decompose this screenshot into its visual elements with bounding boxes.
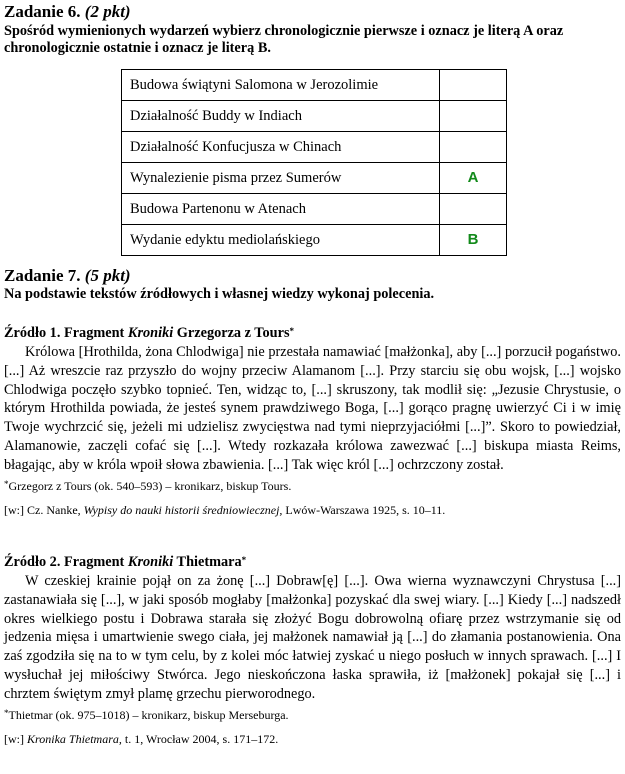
source-2-paragraph: W czeskiej krainie pojął on za żonę [...] Dobraw[ę] [...]. Owa wierna wyznawczyni Chrystusa [...] zastanawiała się [...], w jaki sposób mogłaby [małżonka] pozyskać dla swej wiary. [...] Kiedy [...] nadszedł okres wielkiego postu i Dobrawa starała się złożyć Bogu dobrowolną ofiarę przez wstrzymanie się od jedzenia mięsa i umartwienie swego ciała, jej małżonek namawiał ją [...] do złamania postanowienia. Ona zaś zgodziła się na to w tym celu, by z kolei móc łatwiej zyskać u niego posłuch w innych sprawach. [...] I wysłuchał jej miłościwy Stwórca. Jego nieskończona łaska sprawiła, iż [małżonek] pokajał się [...] i chrztem świętym zmył plamę grzechu pierworodnego. xyxy=(4,573,621,702)
source-2-footnote-marker: * xyxy=(4,707,9,718)
answer-mark-cell[interactable] xyxy=(440,132,507,163)
task-6-number: Zadanie 6. xyxy=(4,2,81,21)
event-cell: Budowa świątyni Salomona w Jerozolimie xyxy=(122,70,440,101)
task-6-points: (2 pkt) xyxy=(84,2,131,21)
source-1-author: Grzegorza z Tours xyxy=(176,325,290,341)
events-table-row xyxy=(122,225,507,256)
source-2-bib-title: Kronika Thietmara, xyxy=(27,731,122,746)
source-2-bib-suffix: t. 1, Wrocław 2004, s. 171–172. xyxy=(124,731,279,746)
event-cell: Działalność Konfucjusza w Chinach xyxy=(122,132,440,163)
task-6-title xyxy=(4,2,621,22)
events-table-row xyxy=(122,101,507,132)
answer-mark-cell[interactable]: B xyxy=(440,225,507,256)
event-cell: Wydanie edyktu mediolańskiego xyxy=(122,225,440,256)
source-2-marker: * xyxy=(241,555,247,565)
source-2-bib-prefix: [w:] xyxy=(4,731,24,746)
task-6 xyxy=(4,2,621,57)
source-1-bib-suffix: Lwów-Warszawa 1925, s. 10–11. xyxy=(285,502,446,517)
events-table-row xyxy=(122,163,507,194)
source-2-bibliography xyxy=(4,732,621,747)
source-1-footnote xyxy=(4,479,621,494)
source-1 xyxy=(4,324,621,518)
task-7 xyxy=(4,266,621,303)
source-1-bib-title: Wypisy do nauki historii średniowiecznej, xyxy=(83,502,283,517)
event-cell: Działalność Buddy w Indiach xyxy=(122,101,440,132)
source-1-heading xyxy=(4,324,621,342)
task-7-title xyxy=(4,266,621,286)
events-table-row xyxy=(122,70,507,101)
answer-mark-cell[interactable] xyxy=(440,70,507,101)
source-1-text xyxy=(4,343,621,475)
answer-mark-cell[interactable]: A xyxy=(440,163,507,194)
source-2-footnote-text: Thietmar (ok. 975–1018) – kronikarz, biskup Merseburga. xyxy=(8,707,289,722)
source-1-bibliography xyxy=(4,503,621,518)
events-table-row xyxy=(122,194,507,225)
source-2-footnote xyxy=(4,708,621,723)
event-cell: Wynalezienie pisma przez Sumerów xyxy=(122,163,440,194)
events-table xyxy=(121,69,507,256)
source-1-bib-prefix: [w:] Cz. Nanke, xyxy=(4,502,81,517)
events-table-row xyxy=(122,132,507,163)
source-2-heading xyxy=(4,553,621,571)
source-2 xyxy=(4,553,621,747)
source-1-footnote-marker: * xyxy=(4,478,9,489)
source-1-label: Źródło 1. Fragment xyxy=(4,325,125,341)
answer-mark-cell[interactable] xyxy=(440,101,507,132)
task-7-instruction: Na podstawie tekstów źródłowych i własnej wiedzy wykonaj polecenia. xyxy=(4,286,435,302)
source-2-text xyxy=(4,572,621,704)
task-7-points: (5 pkt) xyxy=(84,266,131,285)
source-1-paragraph: Królowa [Hrothilda, żona Chlodwiga] nie przestała namawiać [małżonka], aby [...] porzucił pogaństwo. [...] Aż wreszcie raz przyszło do wojny przeciw Alamanom [...]. Przy starciu się obu wojsk, [...] wojsko Chlodwiga poczęło szybko topnieć. Ten, widząc to, [...] skruszony, tak modlił się: „Jezusie Chrystusie, o którym Hrothilda powiada, że jesteś synem prawdziwego Boga, [...] gorąco pragnę uwierzyć Ci i w imię Twoje wychrzcić się, jeżeli mi udzielisz zwycięstwa nad tymi nieprzyjaciółmi [...]”. Skoro to powiedział, Alamanowie, zaczęli cofać się [...]. Wtedy rozkazała królowa zawezwać [...] biskupa miasta Reims, błagając, aby w króla wpoił słowa zbawienia. [...] Tak więc król [...] ochrzczony został. xyxy=(4,344,621,473)
source-1-footnote-text: Grzegorz z Tours (ok. 540–593) – kronikarz, biskup Tours. xyxy=(8,478,292,493)
answer-mark-cell[interactable] xyxy=(440,194,507,225)
event-cell: Budowa Partenonu w Atenach xyxy=(122,194,440,225)
task-6-instruction: Spośród wymienionych wydarzeń wybierz chronologicznie pierwsze i oznacz je literą A oraz chronologicznie ostatnie i oznacz je literą B. xyxy=(4,23,564,56)
source-2-work: Kroniki xyxy=(127,554,174,570)
source-1-work: Kroniki xyxy=(127,325,174,341)
source-1-marker: * xyxy=(289,326,295,336)
task-7-number: Zadanie 7. xyxy=(4,266,81,285)
source-2-author: Thietmara xyxy=(176,554,242,570)
source-2-label: Źródło 2. Fragment xyxy=(4,554,125,570)
